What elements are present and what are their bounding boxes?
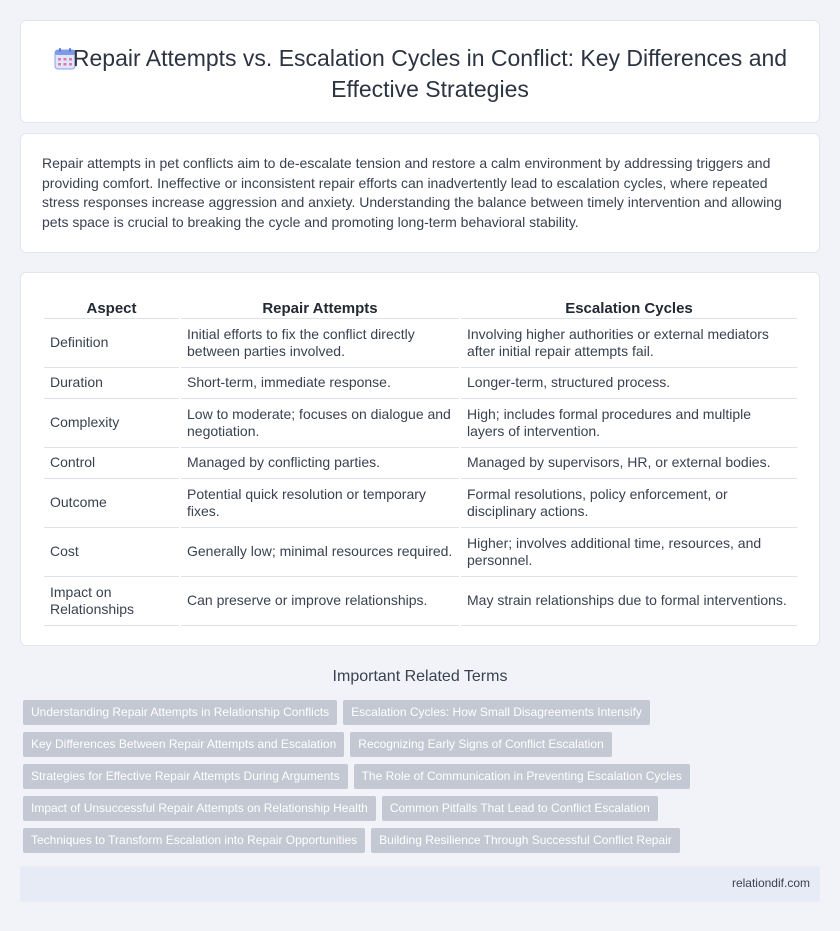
table-row	[44, 368, 797, 399]
related-term-link[interactable]: The Role of Communication in Preventing Escalation Cycles	[354, 764, 690, 789]
column-header-aspect: Aspect	[44, 297, 179, 319]
table-cell: Managed by conflicting parties.	[181, 448, 459, 479]
table-cell: Involving higher authorities or external mediators after initial repair attempts fail.	[461, 319, 797, 368]
page-title: Repair Attempts vs. Escalation Cycles in Conflict: Key Differences and Effective Strategies	[72, 45, 788, 102]
table-cell: Short-term, immediate response.	[181, 368, 459, 399]
comparison-table	[42, 297, 799, 626]
related-term-link[interactable]: Common Pitfalls That Lead to Conflict Escalation	[382, 796, 658, 821]
related-term-link[interactable]: Recognizing Early Signs of Conflict Escalation	[350, 732, 611, 757]
table-row	[44, 479, 797, 528]
related-tags-row	[23, 700, 650, 725]
related-term-link[interactable]: Impact of Unsuccessful Repair Attempts on Relationship Health	[23, 796, 376, 821]
related-tags-row	[23, 796, 658, 821]
table-cell: Generally low; minimal resources required.	[181, 528, 459, 577]
table-cell: Higher; involves additional time, resources, and personnel.	[461, 528, 797, 577]
table-cell: Duration	[44, 368, 179, 399]
table-header-row	[44, 297, 797, 319]
table-cell: High; includes formal procedures and multiple layers of intervention.	[461, 399, 797, 448]
related-term-link[interactable]: Techniques to Transform Escalation into Repair Opportunities	[23, 828, 365, 853]
intro-text: Repair attempts in pet conflicts aim to de-escalate tension and restore a calm environment by addressing triggers and providing comfort. Ineffective or inconsistent repair efforts can inadvertently lead to escalation cycles, where repeated stress responses increase aggression and anxiety. Understanding the balance between timely intervention and allowing pets space is crucial to breaking the cycle and promoting long-term behavioral stability.	[42, 155, 782, 230]
related-term-link[interactable]: Key Differences Between Repair Attempts and Escalation	[23, 732, 344, 757]
footer	[20, 866, 820, 902]
table-cell: Low to moderate; focuses on dialogue and negotiation.	[181, 399, 459, 448]
related-term-link[interactable]: Building Resilience Through Successful Conflict Repair	[371, 828, 680, 853]
table-row	[44, 319, 797, 368]
table-cell: Impact on Relationships	[44, 577, 179, 626]
table-row	[44, 448, 797, 479]
related-tags-row	[23, 764, 690, 789]
table-row	[44, 528, 797, 577]
related-term-link[interactable]: Escalation Cycles: How Small Disagreements Intensify	[343, 700, 650, 725]
table-row	[44, 577, 797, 626]
related-terms-heading: Important Related Terms	[332, 668, 508, 685]
intro-card	[20, 133, 820, 253]
footer-site-link[interactable]: relationdif.com	[731, 876, 810, 890]
table-cell: Outcome	[44, 479, 179, 528]
title-card	[20, 20, 820, 123]
table-cell: Can preserve or improve relationships.	[181, 577, 459, 626]
table-cell: Potential quick resolution or temporary fixes.	[181, 479, 459, 528]
table-cell: May strain relationships due to formal interventions.	[461, 577, 797, 626]
related-term-link[interactable]: Understanding Repair Attempts in Relationship Conflicts	[23, 700, 337, 725]
table-cell: Definition	[44, 319, 179, 368]
table-cell: Complexity	[44, 399, 179, 448]
comparison-table-card	[20, 272, 820, 646]
related-tags-row	[23, 828, 680, 853]
table-cell: Longer-term, structured process.	[461, 368, 797, 399]
table-cell: Initial efforts to fix the conflict directly between parties involved.	[181, 319, 459, 368]
related-term-link[interactable]: Strategies for Effective Repair Attempts During Arguments	[23, 764, 348, 789]
table-cell: Control	[44, 448, 179, 479]
table-cell: Managed by supervisors, HR, or external bodies.	[461, 448, 797, 479]
column-header-repair: Repair Attempts	[181, 297, 459, 319]
related-tags-row	[23, 732, 612, 757]
table-cell: Formal resolutions, policy enforcement, or disciplinary actions.	[461, 479, 797, 528]
column-header-escalation: Escalation Cycles	[461, 297, 797, 319]
table-cell: Cost	[44, 528, 179, 577]
table-row	[44, 399, 797, 448]
